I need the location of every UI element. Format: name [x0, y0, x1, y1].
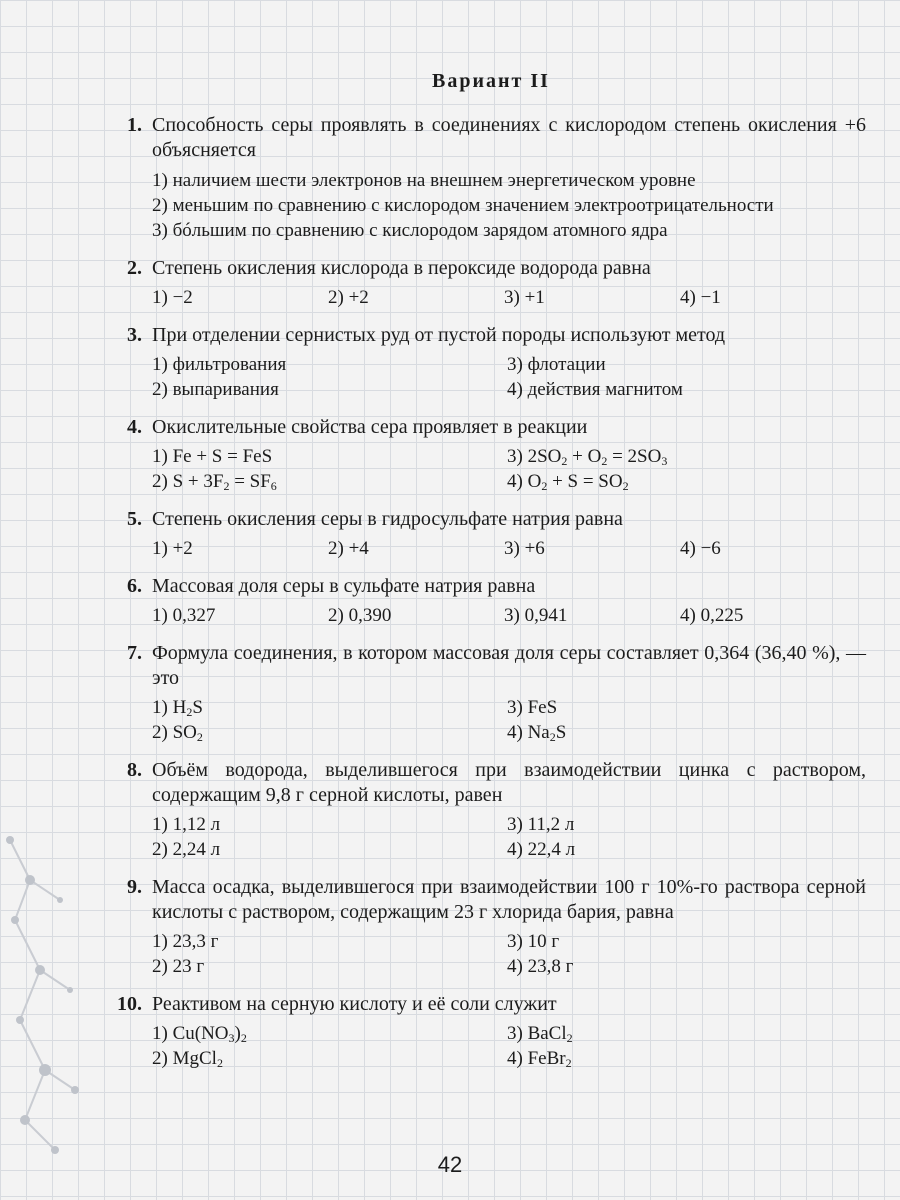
answer-option: 1) $H_2S$: [152, 697, 203, 719]
answer-option: 2) +2: [328, 287, 369, 308]
answer-option: 3) 10 г: [507, 931, 560, 952]
answer-option: 2) MgCl$_2$: [152, 1048, 223, 1070]
page-number: 42: [437, 1152, 463, 1177]
question-text: Окислительные свойства сера проявляет в реакции: [152, 416, 588, 438]
answer-option: 2) 23 г: [152, 956, 205, 977]
variant-title: Вариант II: [432, 70, 550, 92]
question-number: 9.: [127, 876, 142, 898]
question-5: [96, 507, 866, 561]
answer-option: 3) флотации: [507, 354, 606, 375]
answer-option: 4) действия магнитом: [507, 379, 683, 400]
question-text: Формула соединения, в котором массовая доля серы составляет 0,364 (36,40 %), — это: [152, 642, 866, 689]
answer-option: 4) $Na_2S$: [507, 722, 567, 744]
question-number: 7.: [127, 642, 142, 664]
question-text: Масса осадка, выделившегося при взаимодействии 100 г 10%-го раствора серной кислоты с раствором, содержащим 23 г хлорида бария, равна: [152, 876, 866, 923]
answer-option: 1) Fe + S = FeS: [152, 446, 273, 467]
answer-option: 2) +4: [328, 538, 369, 559]
answer-option: 4) 23,8 г: [507, 956, 574, 977]
question-number: 1.: [127, 114, 142, 136]
answer-option: 3) BaCl$_2$: [507, 1023, 573, 1045]
answer-option: 1) фильтрования: [152, 354, 287, 375]
question-10: [96, 992, 866, 1071]
question-7: [96, 641, 866, 745]
question-9: [96, 875, 866, 979]
question-1: [96, 113, 866, 243]
answer-option: 3) FeS: [507, 697, 558, 718]
question-number: 6.: [127, 575, 142, 597]
question-4: [96, 415, 866, 494]
answer-option: 1) −2: [152, 287, 193, 308]
question-number: 3.: [127, 324, 142, 346]
answer-option: 1) 0,327: [152, 605, 216, 626]
molecule-decoration: [0, 820, 90, 1160]
answer-option: 2) $SO_2$: [152, 722, 203, 744]
answer-option: 4) −1: [680, 287, 721, 308]
question-2: [96, 256, 866, 310]
answer-option: 1) наличием шести электронов на внешнем энергетическом уровне: [152, 170, 696, 191]
answer-option: 3) 11,2 л: [507, 814, 575, 835]
answer-option: 2) 0,390: [328, 605, 392, 626]
worksheet-page: [96, 70, 866, 1190]
question-number: 5.: [127, 508, 142, 530]
answer-option: 2) меньшим по сравнению с кислородом значением электроотрицательности: [152, 195, 774, 216]
answer-option: 3) +1: [504, 287, 545, 308]
question-text: Реактивом на серную кислоту и её соли служит: [152, 993, 557, 1015]
question-text: При отделении сернистых руд от пустой породы используют метод: [152, 324, 726, 346]
question-text: Степень окисления серы в гидросульфате натрия равна: [152, 508, 623, 530]
answer-option: 4) $O_2 + S = SO_2$: [507, 471, 629, 493]
answer-option: 1) +2: [152, 538, 193, 559]
question-number: 4.: [127, 416, 142, 438]
answer-option: 2) $S + 3F_2 = SF_6$: [152, 471, 277, 493]
answer-option: 3) +6: [504, 538, 545, 559]
question-number: 8.: [127, 759, 142, 781]
answer-option: 3) бóльшим по сравнению с кислородом зарядом атомного ядра: [152, 220, 668, 241]
question-number: 2.: [127, 257, 142, 279]
question-3: [96, 323, 866, 402]
question-text: Степень окисления кислорода в пероксиде водорода равна: [152, 257, 651, 279]
answer-option: 4) −6: [680, 538, 721, 559]
question-text: Массовая доля серы в сульфате натрия равна: [152, 575, 536, 597]
answer-option: 1) $Cu(NO_3)_2$: [152, 1023, 247, 1045]
question-text: Способность серы проявлять в соединениях с кислородом степень окисления +6 объясняется: [152, 114, 866, 161]
answer-option: 3) $2SO_2 + O_2 = 2SO_3$: [507, 446, 668, 468]
answer-option: 1) 1,12 л: [152, 814, 221, 835]
answer-option: 1) 23,3 г: [152, 931, 219, 952]
question-8: [96, 758, 866, 862]
answer-option: 4) 22,4 л: [507, 839, 576, 860]
question-6: [96, 574, 866, 628]
answer-option: 2) 2,24 л: [152, 839, 221, 860]
question-text: Объём водорода, выделившегося при взаимодействии цинка с раствором, содержащим 9,8 г серной кислоты, равен: [152, 759, 866, 806]
answer-option: 2) выпаривания: [152, 379, 279, 400]
answer-option: 4) FeBr$_2$: [507, 1048, 572, 1070]
answer-option: 4) 0,225: [680, 605, 744, 626]
question-number: 10.: [117, 993, 142, 1015]
answer-option: 3) 0,941: [504, 605, 568, 626]
